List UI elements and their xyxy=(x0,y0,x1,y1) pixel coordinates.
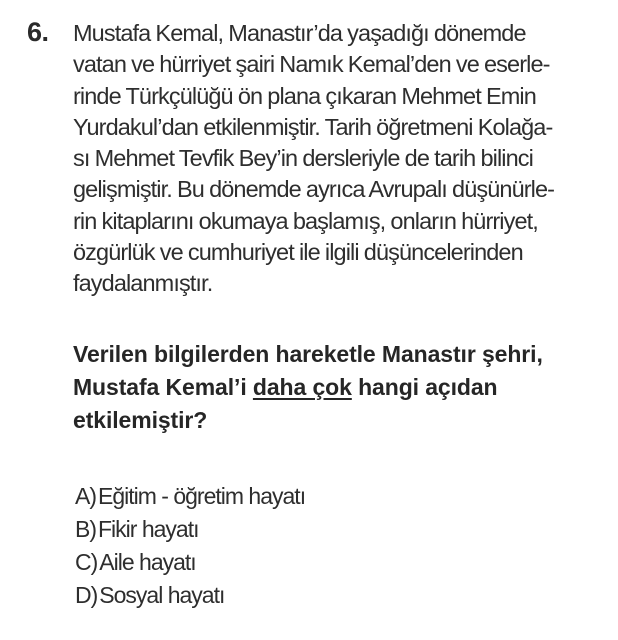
option-b[interactable] xyxy=(75,513,305,546)
prompt-line: etkilemiştir? xyxy=(73,407,208,433)
paragraph-line: rin kitaplarını okumaya başlamış, onların hürriyet, xyxy=(73,207,538,234)
paragraph-line: gelişmiştir. Bu dönemde ayrıca Avrupalı düşünürle- xyxy=(73,176,555,203)
prompt-text: hangi açıdan xyxy=(351,374,498,400)
paragraph-line: faydalanmıştır. xyxy=(73,270,213,297)
question-prompt xyxy=(73,338,613,437)
option-c[interactable] xyxy=(75,546,305,579)
option-letter: A) xyxy=(75,483,96,509)
answer-options xyxy=(75,480,305,612)
option-text: Aile hayatı xyxy=(99,549,196,575)
paragraph-line: Mustafa Kemal, Manastır’da yaşadığı dönemde xyxy=(73,20,526,46)
paragraph-line: rinde Türkçülüğü ön plana çıkaran Mehmet Emin xyxy=(73,82,536,109)
paragraph-line: vatan ve hürriyet şairi Namık Kemal’den ve eserle- xyxy=(73,51,550,78)
question-number: 6. xyxy=(27,17,49,47)
emphasis-underlined: daha çok xyxy=(252,374,352,400)
prompt-text: Mustafa Kemal’i xyxy=(73,374,253,400)
option-letter: B) xyxy=(75,516,96,542)
question-paragraph xyxy=(73,18,613,300)
option-letter: C) xyxy=(75,549,98,575)
prompt-line xyxy=(73,371,613,404)
option-letter: D) xyxy=(75,582,98,608)
paragraph-line: Yurdakul’dan etkilenmiştir. Tarih öğretmeni Kolağa- xyxy=(73,113,553,140)
option-text: Sosyal hayatı xyxy=(99,582,225,608)
option-a[interactable] xyxy=(75,480,305,513)
paragraph-line: özgürlük ve cumhuriyet ile ilgili düşüncelerinden xyxy=(73,239,523,266)
paragraph-line: sı Mehmet Tevfik Bey’in dersleriyle de tarih bilinci xyxy=(73,145,533,172)
prompt-line: Verilen bilgilerden hareketle Manastır şehri, xyxy=(73,341,543,367)
option-text: Eğitim - öğretim hayatı xyxy=(98,483,306,509)
option-d[interactable] xyxy=(75,579,305,612)
option-text: Fikir hayatı xyxy=(98,516,199,542)
